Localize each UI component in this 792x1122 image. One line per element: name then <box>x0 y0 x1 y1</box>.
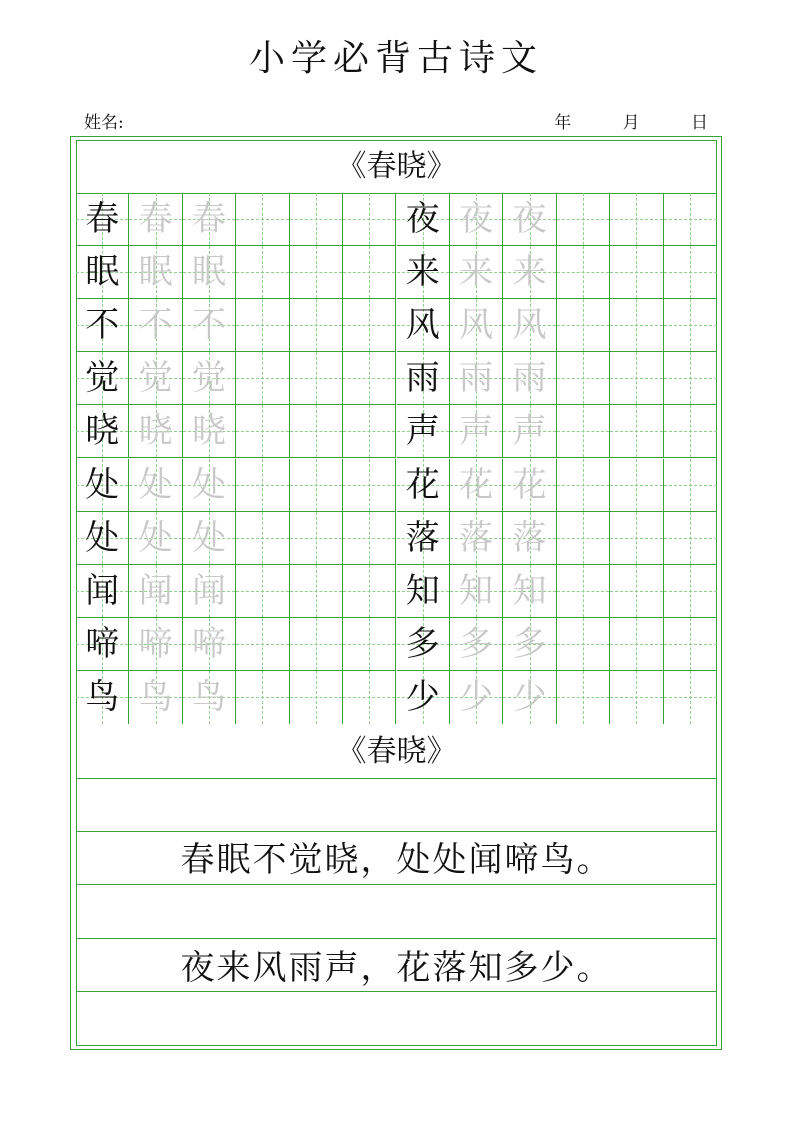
grid-cell <box>183 246 236 299</box>
grid-cell <box>76 299 129 352</box>
guide-line-horizontal <box>557 325 609 326</box>
grid-cell <box>397 512 450 565</box>
grid-cell <box>76 405 129 458</box>
trace-character: 眠 <box>138 252 173 293</box>
model-character: 啼 <box>85 623 120 664</box>
page-title: 小学必背古诗文 <box>248 38 543 79</box>
model-character: 少 <box>405 676 440 717</box>
trace-character: 处 <box>192 517 227 558</box>
guide-line-horizontal <box>610 485 662 486</box>
grid-cell <box>290 618 343 671</box>
grid-cell <box>557 671 610 724</box>
trace-character: 啼 <box>138 623 173 664</box>
grid-cell <box>664 352 717 405</box>
trace-character: 多 <box>459 623 494 664</box>
grid-cell <box>503 246 556 299</box>
grid-cell <box>450 405 503 458</box>
guide-line-horizontal <box>664 591 717 592</box>
trace-character: 不 <box>192 305 227 346</box>
model-character: 落 <box>405 517 440 558</box>
divider <box>76 778 717 779</box>
grid-cell <box>450 671 503 724</box>
guide-line-horizontal <box>557 272 609 273</box>
guide-line-horizontal <box>343 325 395 326</box>
trace-character: 少 <box>459 676 494 717</box>
model-character: 来 <box>405 252 440 293</box>
divider <box>76 831 717 832</box>
model-character: 处 <box>85 464 120 505</box>
grid-cell <box>236 618 289 671</box>
guide-line-horizontal <box>236 325 288 326</box>
grid-cell <box>664 459 717 512</box>
grid-cell <box>664 246 717 299</box>
trace-character: 夜 <box>512 199 547 239</box>
grid-cell <box>503 618 556 671</box>
date-labels <box>554 108 708 133</box>
grid-cell <box>664 405 717 458</box>
grid-cell <box>236 352 289 405</box>
grid-cell <box>450 299 503 352</box>
grid-cell <box>343 671 396 724</box>
grid-cell <box>236 405 289 458</box>
grid-cell <box>610 405 663 458</box>
grid-cell <box>76 459 129 512</box>
guide-line-horizontal <box>664 485 717 486</box>
model-character: 处 <box>85 517 120 558</box>
model-character: 觉 <box>85 358 120 399</box>
grid-cell <box>450 618 503 671</box>
trace-character: 处 <box>138 464 173 505</box>
guide-line-horizontal <box>236 644 288 645</box>
guide-line-horizontal <box>557 591 609 592</box>
guide-line-horizontal <box>343 591 395 592</box>
model-character: 知 <box>405 570 440 611</box>
grid-cell <box>236 193 289 246</box>
guide-line-horizontal <box>290 538 342 539</box>
grid-cell <box>503 352 556 405</box>
grid-cell <box>183 459 236 512</box>
trace-character: 觉 <box>192 358 227 399</box>
grid-cell <box>503 193 556 246</box>
model-character: 不 <box>85 305 120 346</box>
grid-cell <box>397 459 450 512</box>
grid-cell <box>450 193 503 246</box>
guide-line-horizontal <box>236 272 288 273</box>
guide-line-horizontal <box>557 219 609 220</box>
verse-line-2: 夜来风雨声，花落知多少。 <box>180 948 613 988</box>
model-character: 花 <box>405 464 440 505</box>
guide-line-horizontal <box>290 325 342 326</box>
guide-line-horizontal <box>290 219 342 220</box>
month-label: 月 <box>622 113 640 133</box>
grid-cell <box>76 352 129 405</box>
trace-character: 啼 <box>192 623 227 664</box>
guide-line-horizontal <box>290 591 342 592</box>
guide-line-horizontal <box>236 591 288 592</box>
trace-character: 晓 <box>138 411 173 452</box>
grid-cell <box>236 299 289 352</box>
guide-line-horizontal <box>664 644 717 645</box>
grid-cell <box>129 618 182 671</box>
grid-cell <box>610 246 663 299</box>
trace-character: 落 <box>459 517 494 558</box>
grid-cell <box>129 246 182 299</box>
grid-cell <box>664 193 717 246</box>
guide-line-horizontal <box>290 431 342 432</box>
grid-cell <box>76 512 129 565</box>
grid-cell <box>557 618 610 671</box>
grid-cell <box>183 193 236 246</box>
grid-cell <box>664 618 717 671</box>
guide-line-horizontal <box>664 431 717 432</box>
model-character: 雨 <box>405 358 440 399</box>
guide-line-horizontal <box>664 378 717 379</box>
model-character: 风 <box>405 305 440 346</box>
grid-cell <box>503 565 556 618</box>
grid-cell <box>129 459 182 512</box>
guide-line-horizontal <box>343 697 395 698</box>
trace-character: 多 <box>512 623 547 664</box>
grid-cell <box>503 671 556 724</box>
grid-cell <box>557 459 610 512</box>
grid-cell <box>557 299 610 352</box>
grid-cell <box>343 299 396 352</box>
grid-cell <box>343 246 396 299</box>
trace-character: 风 <box>512 305 547 346</box>
recital-poem-title: 《春晓》 <box>336 734 457 769</box>
trace-character: 雨 <box>459 358 494 399</box>
grid-cell <box>610 618 663 671</box>
grid-cell <box>236 459 289 512</box>
guide-line-horizontal <box>290 485 342 486</box>
grid-cell <box>76 193 129 246</box>
grid-cell <box>183 512 236 565</box>
guide-line-horizontal <box>610 325 662 326</box>
grid-cell <box>664 671 717 724</box>
model-character: 闻 <box>85 570 120 611</box>
grid-cell <box>343 193 396 246</box>
grid-cell <box>450 512 503 565</box>
grid-cell <box>503 299 556 352</box>
guide-line-horizontal <box>236 538 288 539</box>
grid-cell <box>183 352 236 405</box>
trace-character: 鸟 <box>192 676 227 717</box>
guide-line-horizontal <box>610 538 662 539</box>
grid-cell <box>290 565 343 618</box>
grid-cell <box>557 565 610 618</box>
grid-cell <box>664 512 717 565</box>
grid-cell <box>129 299 182 352</box>
trace-character: 不 <box>138 305 173 346</box>
divider <box>76 938 717 939</box>
guide-line-horizontal <box>557 431 609 432</box>
grid-cell <box>343 352 396 405</box>
grid-cell <box>450 352 503 405</box>
grid-cell <box>343 459 396 512</box>
trace-character: 风 <box>459 305 494 346</box>
grid-cell <box>76 671 129 724</box>
guide-line-horizontal <box>343 219 395 220</box>
grid-cell <box>503 459 556 512</box>
grid-cell <box>129 671 182 724</box>
guide-line-horizontal <box>664 325 717 326</box>
trace-character: 眠 <box>192 252 227 293</box>
trace-character: 花 <box>512 464 547 505</box>
trace-character: 来 <box>459 252 494 293</box>
grid-cell <box>290 512 343 565</box>
grid-cell <box>129 565 182 618</box>
grid-cell <box>610 565 663 618</box>
grid-cell <box>557 246 610 299</box>
grid-cell <box>557 512 610 565</box>
guide-line-horizontal <box>290 378 342 379</box>
practice-poem-title: 《春晓》 <box>336 149 457 184</box>
guide-line-horizontal <box>236 219 288 220</box>
model-character: 晓 <box>85 411 120 452</box>
model-character: 眠 <box>85 252 120 293</box>
grid-cell <box>503 405 556 458</box>
grid-cell <box>129 352 182 405</box>
guide-line-horizontal <box>610 378 662 379</box>
trace-character: 知 <box>459 570 494 611</box>
trace-character: 觉 <box>138 358 173 399</box>
guide-line-horizontal <box>290 644 342 645</box>
guide-line-horizontal <box>236 485 288 486</box>
trace-character: 知 <box>512 570 547 611</box>
guide-line-horizontal <box>343 378 395 379</box>
grid-cell <box>397 246 450 299</box>
meta-row <box>84 108 708 132</box>
guide-line-horizontal <box>610 431 662 432</box>
grid-cell <box>290 193 343 246</box>
year-label: 年 <box>554 113 572 133</box>
grid-cell <box>290 459 343 512</box>
divider <box>76 991 717 992</box>
trace-character: 闻 <box>138 570 173 611</box>
guide-line-horizontal <box>610 219 662 220</box>
grid-cell <box>129 405 182 458</box>
grid-cell <box>610 352 663 405</box>
model-character: 多 <box>405 623 440 664</box>
trace-character: 少 <box>512 676 547 717</box>
trace-character: 声 <box>512 411 547 452</box>
grid-cell <box>183 299 236 352</box>
name-label: 姓名: <box>84 113 124 133</box>
model-character: 声 <box>405 411 440 452</box>
guide-line-horizontal <box>236 431 288 432</box>
trace-character: 处 <box>192 464 227 505</box>
grid-cell <box>503 512 556 565</box>
grid-cell <box>397 352 450 405</box>
trace-character: 花 <box>459 464 494 505</box>
grid-cell <box>610 671 663 724</box>
guide-line-horizontal <box>557 485 609 486</box>
grid-cell <box>290 299 343 352</box>
trace-character: 春 <box>192 199 227 239</box>
grid-cell <box>610 299 663 352</box>
grid-cell <box>450 246 503 299</box>
grid-cell <box>343 565 396 618</box>
trace-character: 落 <box>512 517 547 558</box>
trace-character: 来 <box>512 252 547 293</box>
grid-cell <box>397 299 450 352</box>
guide-line-horizontal <box>557 378 609 379</box>
grid-cell <box>236 671 289 724</box>
trace-character: 鸟 <box>138 676 173 717</box>
guide-line-horizontal <box>557 644 609 645</box>
grid-cell <box>343 512 396 565</box>
trace-character: 春 <box>138 199 173 239</box>
grid-cell <box>290 246 343 299</box>
guide-line-horizontal <box>343 485 395 486</box>
guide-line-horizontal <box>236 697 288 698</box>
guide-line-horizontal <box>343 431 395 432</box>
trace-character: 晓 <box>192 411 227 452</box>
guide-line-horizontal <box>557 538 609 539</box>
trace-character: 夜 <box>459 199 494 239</box>
guide-line-horizontal <box>343 538 395 539</box>
guide-line-horizontal <box>664 697 717 698</box>
grid-cell <box>664 565 717 618</box>
grid-cell <box>183 405 236 458</box>
model-character: 鸟 <box>85 676 120 717</box>
grid-cell <box>236 246 289 299</box>
grid-cell <box>129 512 182 565</box>
trace-character: 闻 <box>192 570 227 611</box>
model-character: 春 <box>85 199 120 239</box>
grid-cell <box>557 352 610 405</box>
grid-cell <box>450 565 503 618</box>
grid-cell <box>397 671 450 724</box>
practice-grid <box>76 193 717 724</box>
grid-cell <box>450 459 503 512</box>
trace-character: 雨 <box>512 358 547 399</box>
trace-character: 处 <box>138 517 173 558</box>
grid-cell <box>343 618 396 671</box>
model-character: 夜 <box>405 199 440 239</box>
trace-character: 声 <box>459 411 494 452</box>
grid-cell <box>290 352 343 405</box>
grid-cell <box>557 193 610 246</box>
grid-cell <box>610 459 663 512</box>
grid-cell <box>610 512 663 565</box>
grid-cell <box>397 405 450 458</box>
guide-line-horizontal <box>343 272 395 273</box>
grid-cell <box>343 405 396 458</box>
grid-cell <box>129 193 182 246</box>
grid-cell <box>290 671 343 724</box>
grid-cell <box>183 671 236 724</box>
guide-line-horizontal <box>343 644 395 645</box>
grid-cell <box>76 618 129 671</box>
guide-line-horizontal <box>610 591 662 592</box>
day-label: 日 <box>691 113 708 133</box>
guide-line-horizontal <box>236 378 288 379</box>
grid-cell <box>236 512 289 565</box>
grid-cell <box>397 618 450 671</box>
grid-cell <box>76 565 129 618</box>
guide-line-horizontal <box>664 219 717 220</box>
grid-cell <box>397 193 450 246</box>
divider <box>76 884 717 885</box>
grid-cell <box>397 565 450 618</box>
guide-line-horizontal <box>610 644 662 645</box>
guide-line-horizontal <box>664 272 717 273</box>
grid-cell <box>236 565 289 618</box>
grid-cell <box>183 618 236 671</box>
grid-cell <box>76 246 129 299</box>
verse-line-1: 春眠不觉晓，处处闻啼鸟。 <box>180 840 613 880</box>
guide-line-horizontal <box>557 697 609 698</box>
grid-cell <box>610 193 663 246</box>
grid-cell <box>183 565 236 618</box>
grid-cell <box>557 405 610 458</box>
guide-line-horizontal <box>290 272 342 273</box>
grid-cell <box>290 405 343 458</box>
grid-cell <box>664 299 717 352</box>
guide-line-horizontal <box>290 697 342 698</box>
guide-line-horizontal <box>610 697 662 698</box>
guide-line-horizontal <box>664 538 717 539</box>
guide-line-horizontal <box>610 272 662 273</box>
